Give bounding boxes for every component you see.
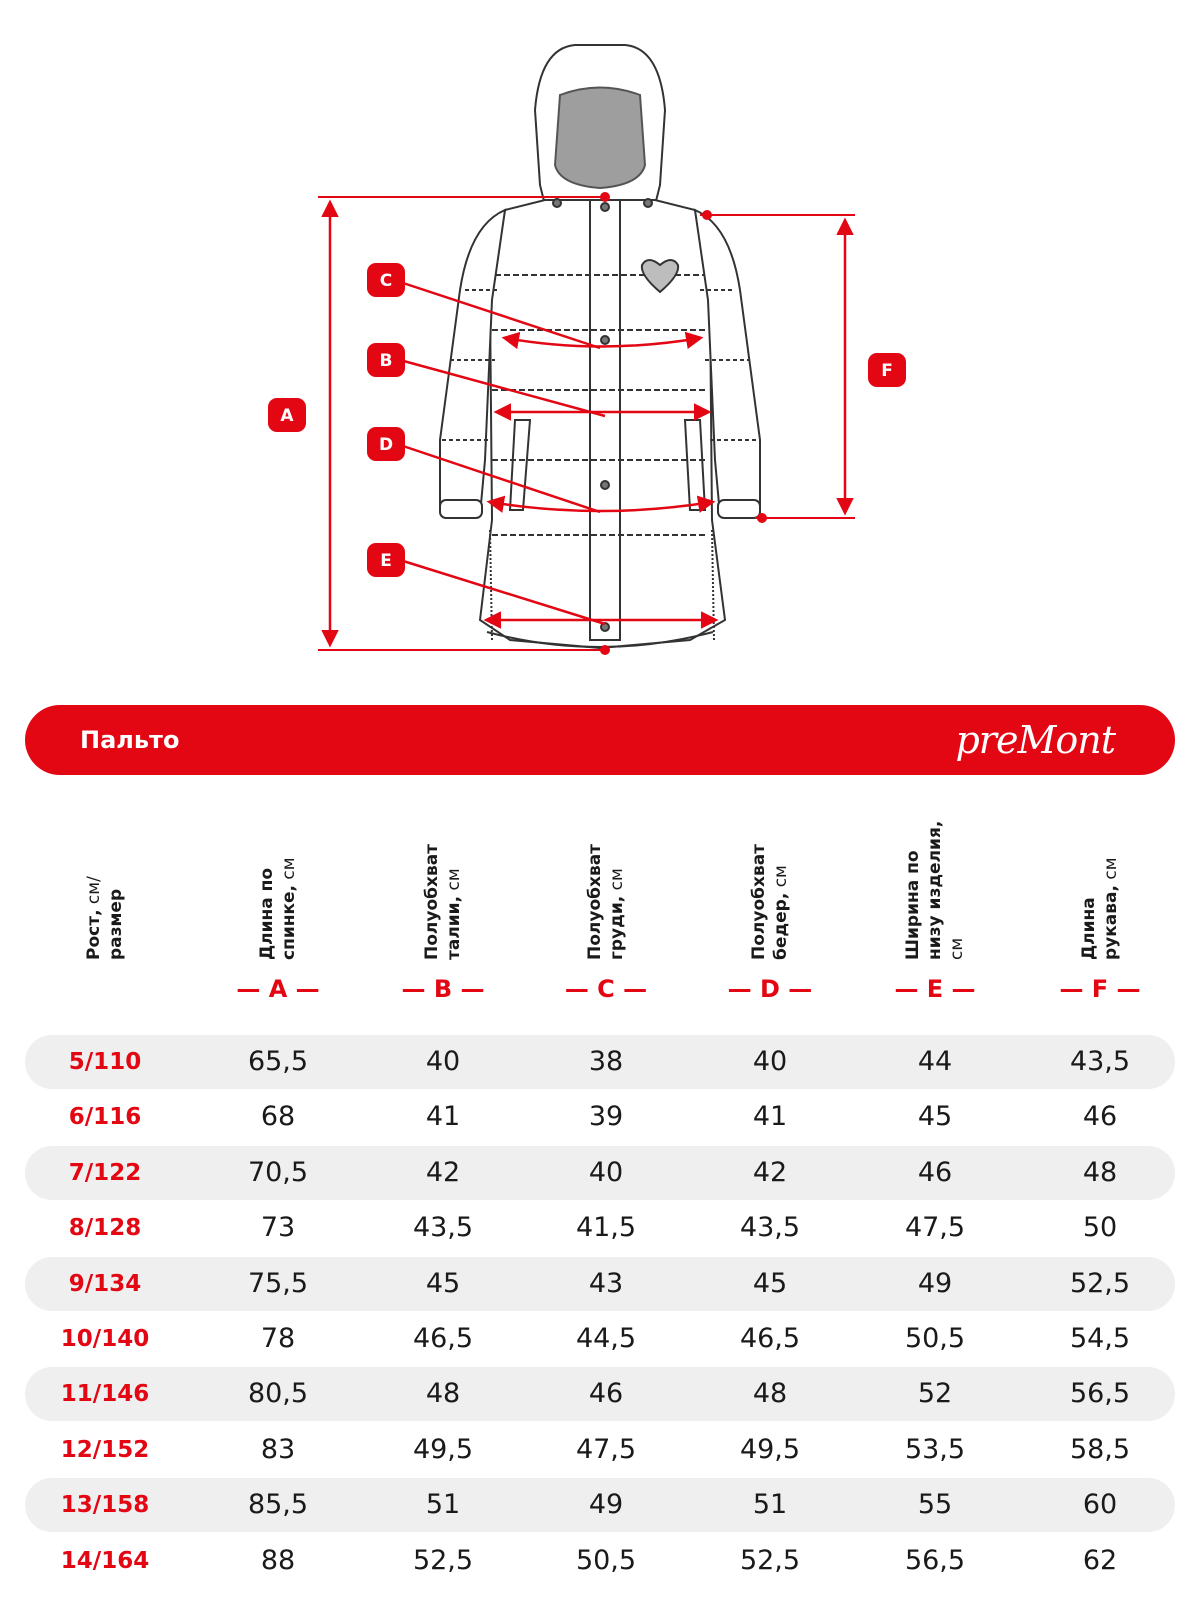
header-size-text xyxy=(83,876,127,960)
value-cell-e: 47,5 xyxy=(904,1212,966,1243)
value-cell-e: 55 xyxy=(917,1489,953,1520)
value-cell-f: 50 xyxy=(1082,1212,1118,1243)
header-line1: Ширина по xyxy=(903,850,923,960)
header-d-text xyxy=(748,844,792,960)
value-cell-c: 50,5 xyxy=(575,1545,637,1576)
header-d xyxy=(690,800,850,960)
value-cell-a: 80,5 xyxy=(247,1378,309,1409)
header-f xyxy=(1020,800,1180,960)
title-banner xyxy=(25,705,1175,775)
table-row xyxy=(25,1367,1175,1421)
value-cell-c: 46 xyxy=(588,1378,624,1409)
header-letter-a: — A — xyxy=(236,975,320,1003)
header-line3: см xyxy=(947,937,967,960)
value-cell-c: 38 xyxy=(588,1046,624,1077)
value-cell-d: 40 xyxy=(752,1046,788,1077)
header-size xyxy=(25,800,185,960)
value-cell-a: 78 xyxy=(260,1323,296,1354)
product-title: Пальто xyxy=(80,726,180,754)
value-cell-d: 51 xyxy=(752,1489,788,1520)
value-cell-f: 48 xyxy=(1082,1157,1118,1188)
value-cell-b: 45 xyxy=(425,1268,461,1299)
header-letter-e: — E — xyxy=(894,975,976,1003)
value-cell-a: 75,5 xyxy=(247,1268,309,1299)
value-cell-f: 46 xyxy=(1082,1101,1118,1132)
value-cell-e: 49 xyxy=(917,1268,953,1299)
value-cell-c: 49 xyxy=(588,1489,624,1520)
header-line1: Длина по xyxy=(257,867,277,960)
marker-f xyxy=(868,353,906,387)
header-c xyxy=(526,800,686,960)
table-row xyxy=(25,1201,1175,1255)
value-cell-f: 43,5 xyxy=(1069,1046,1131,1077)
value-cell-d: 42 xyxy=(752,1157,788,1188)
value-cell-b: 51 xyxy=(425,1489,461,1520)
size-cell: 5/110 xyxy=(68,1049,142,1075)
size-cell: 11/146 xyxy=(60,1381,150,1407)
header-a-text xyxy=(256,857,300,960)
header-line2: рукава, см xyxy=(1101,857,1121,960)
value-cell-d: 52,5 xyxy=(739,1545,801,1576)
header-letter-d: — D — xyxy=(727,975,813,1003)
svg-text:C: C xyxy=(379,271,393,291)
header-line1: Рост, см/ xyxy=(84,876,104,960)
brand-logo: preMont xyxy=(955,718,1115,762)
size-cell: 7/122 xyxy=(68,1160,142,1186)
value-cell-d: 45 xyxy=(752,1268,788,1299)
value-cell-a: 83 xyxy=(260,1434,296,1465)
value-cell-b: 41 xyxy=(425,1101,461,1132)
header-line1: Полуобхват xyxy=(585,843,605,960)
svg-text:A: A xyxy=(280,406,294,426)
value-cell-e: 52 xyxy=(917,1378,953,1409)
size-cell: 9/134 xyxy=(68,1271,142,1297)
value-cell-b: 48 xyxy=(425,1378,461,1409)
table-row xyxy=(25,1423,1175,1477)
value-cell-b: 46,5 xyxy=(412,1323,474,1354)
value-cell-d: 49,5 xyxy=(739,1434,801,1465)
value-cell-b: 40 xyxy=(425,1046,461,1077)
value-cell-a: 68 xyxy=(260,1101,296,1132)
header-letter-c: — C — xyxy=(564,975,648,1003)
table-row xyxy=(25,1478,1175,1532)
header-b xyxy=(363,800,523,960)
table-row xyxy=(25,1090,1175,1144)
header-a xyxy=(198,800,358,960)
value-cell-f: 60 xyxy=(1082,1489,1118,1520)
size-cell: 8/128 xyxy=(68,1215,142,1241)
value-cell-e: 56,5 xyxy=(904,1545,966,1576)
value-cell-d: 46,5 xyxy=(739,1323,801,1354)
marker-c xyxy=(367,263,405,297)
size-cell: 12/152 xyxy=(60,1437,150,1463)
value-cell-c: 39 xyxy=(588,1101,624,1132)
header-line2: талии, см xyxy=(444,868,464,960)
value-cell-c: 43 xyxy=(588,1268,624,1299)
header-letter-f: — F — xyxy=(1059,975,1141,1003)
value-cell-c: 40 xyxy=(588,1157,624,1188)
value-cell-d: 41 xyxy=(752,1101,788,1132)
value-cell-b: 43,5 xyxy=(412,1212,474,1243)
svg-text:F: F xyxy=(881,361,893,381)
value-cell-b: 49,5 xyxy=(412,1434,474,1465)
value-cell-f: 62 xyxy=(1082,1545,1118,1576)
value-cell-e: 53,5 xyxy=(904,1434,966,1465)
size-cell: 13/158 xyxy=(60,1492,150,1518)
marker-e xyxy=(367,543,405,577)
marker-d xyxy=(367,427,405,461)
header-line1: Полуобхват xyxy=(422,843,442,960)
header-f-text xyxy=(1078,857,1122,960)
marker-b xyxy=(367,343,405,377)
header-line2: бедер, см xyxy=(771,865,791,960)
value-cell-a: 65,5 xyxy=(247,1046,309,1077)
header-c-text xyxy=(584,844,628,960)
value-cell-f: 56,5 xyxy=(1069,1378,1131,1409)
header-line1: Полуобхват xyxy=(749,843,769,960)
header-line2: низу изделия, xyxy=(925,820,945,960)
table-row xyxy=(25,1035,1175,1089)
coat-measurement-diagram xyxy=(0,0,1200,680)
header-line2: груди, см xyxy=(607,868,627,960)
value-cell-f: 52,5 xyxy=(1069,1268,1131,1299)
header-b-text xyxy=(421,844,465,960)
value-cell-b: 42 xyxy=(425,1157,461,1188)
table-row xyxy=(25,1146,1175,1200)
value-cell-d: 48 xyxy=(752,1378,788,1409)
size-cell: 10/140 xyxy=(60,1326,150,1352)
table-row xyxy=(25,1534,1175,1588)
value-cell-e: 44 xyxy=(917,1046,953,1077)
value-cell-c: 44,5 xyxy=(575,1323,637,1354)
header-line2: спинке, см xyxy=(279,857,299,960)
value-cell-a: 88 xyxy=(260,1545,296,1576)
value-cell-a: 70,5 xyxy=(247,1157,309,1188)
header-letter-b: — B — xyxy=(401,975,485,1003)
header-line2: размер xyxy=(106,888,126,960)
value-cell-c: 41,5 xyxy=(575,1212,637,1243)
value-cell-d: 43,5 xyxy=(739,1212,801,1243)
value-cell-a: 85,5 xyxy=(247,1489,309,1520)
size-cell: 6/116 xyxy=(68,1104,142,1130)
svg-text:E: E xyxy=(380,551,392,571)
table-row xyxy=(25,1257,1175,1311)
header-line1: Длина xyxy=(1079,897,1099,960)
table-row xyxy=(25,1312,1175,1366)
svg-text:D: D xyxy=(378,435,394,455)
value-cell-f: 58,5 xyxy=(1069,1434,1131,1465)
size-cell: 14/164 xyxy=(60,1548,150,1574)
value-cell-e: 45 xyxy=(917,1101,953,1132)
value-cell-a: 73 xyxy=(260,1212,296,1243)
value-cell-e: 46 xyxy=(917,1157,953,1188)
header-e-text xyxy=(902,821,968,960)
value-cell-b: 52,5 xyxy=(412,1545,474,1576)
marker-a xyxy=(268,398,306,432)
header-e xyxy=(855,800,1015,960)
value-cell-f: 54,5 xyxy=(1069,1323,1131,1354)
value-cell-c: 47,5 xyxy=(575,1434,637,1465)
value-cell-e: 50,5 xyxy=(904,1323,966,1354)
svg-text:B: B xyxy=(379,351,393,371)
